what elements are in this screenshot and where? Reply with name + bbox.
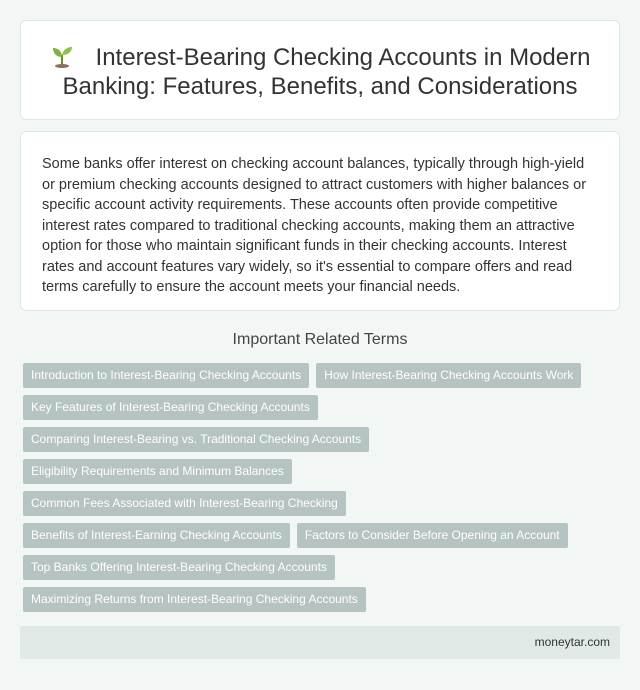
- related-term-tag[interactable]: Benefits of Interest-Earning Checking Accounts: [23, 523, 290, 548]
- related-terms-heading: Important Related Terms: [232, 331, 408, 348]
- related-term-tag[interactable]: Introduction to Interest-Bearing Checking Accounts: [23, 363, 309, 388]
- summary-text: Some banks offer interest on checking account balances, typically through high-yield or premium checking accounts designed to attract customers with higher balances or specific account activity requirements. These accounts often provide competitive interest rates compared to traditional checking accounts, making them an attractive option for those who maintain significant funds in their checking accounts. Interest rates and account features vary widely, so it's essential to compare offers and read terms carefully to ensure the account meets your financial needs.: [42, 156, 587, 295]
- footer-site[interactable]: moneytar.com: [534, 635, 610, 649]
- related-term-tag[interactable]: Top Banks Offering Interest-Bearing Checking Accounts: [23, 555, 335, 580]
- related-term-tag[interactable]: How Interest-Bearing Checking Accounts Work: [316, 363, 581, 388]
- page-title-text: Interest-Bearing Checking Accounts in Modern Banking: Features, Benefits, and Considerations: [62, 44, 591, 100]
- related-term-tag[interactable]: Maximizing Returns from Interest-Bearing Checking Accounts: [23, 587, 366, 612]
- related-term-tag[interactable]: Eligibility Requirements and Minimum Balances: [23, 459, 292, 484]
- page-title: [21, 43, 619, 101]
- related-term-tag[interactable]: Key Features of Interest-Bearing Checking Accounts: [23, 395, 318, 420]
- seedling-icon: [50, 44, 74, 68]
- related-term-tag[interactable]: Comparing Interest-Bearing vs. Traditional Checking Accounts: [23, 427, 369, 452]
- title-card: [20, 20, 620, 120]
- summary-card: [20, 131, 620, 311]
- footer: [20, 626, 620, 659]
- related-term-tag[interactable]: Common Fees Associated with Interest-Bearing Checking: [23, 491, 346, 516]
- related-term-tag[interactable]: Factors to Consider Before Opening an Account: [297, 523, 568, 548]
- related-terms-list: [23, 363, 603, 619]
